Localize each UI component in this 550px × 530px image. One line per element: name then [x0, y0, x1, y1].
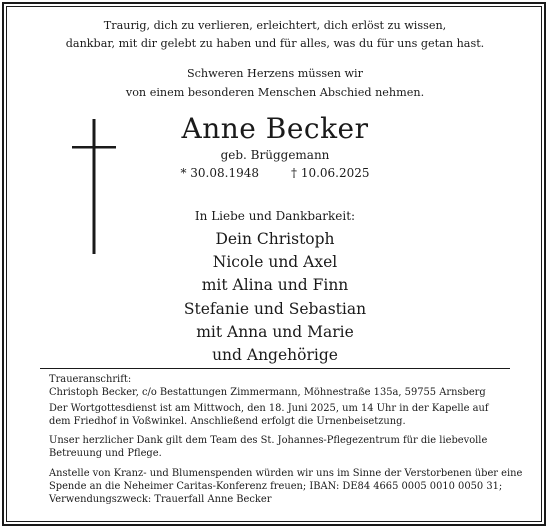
- farewell-line-1: Schweren Herzens müssen wir: [187, 67, 363, 80]
- service-line-1: Der Wortgottesdienst ist am Mittwoch, den 18. Juni 2025, um 14 Uhr in der Kapelle auf: [49, 403, 489, 415]
- donation-line-1: Anstelle von Kranz- und Blumenspenden würden wir uns im Sinne der Verstorbenen über eine: [49, 467, 523, 479]
- deceased-name: Anne Becker: [181, 112, 369, 145]
- address-label: Traueranschrift:: [49, 374, 132, 385]
- mourner-name: mit Anna und Marie: [196, 322, 354, 341]
- donation-line-2: Spende an die Neheimer Caritas-Konferenz freuen; IBAN: DE84 4665 0005 0010 0050 31;: [49, 480, 503, 492]
- service-line-2: dem Friedhof in Voßwinkel. Anschließend erfolgt die Urnenbeisetzung.: [49, 416, 406, 428]
- farewell-line-2: von einem besonderen Menschen Abschied nehmen.: [125, 86, 425, 99]
- farewell-text: [0, 64, 550, 102]
- thanks-line-2: Betreuung und Pflege.: [49, 448, 162, 460]
- death-date: † 10.06.2025: [291, 166, 370, 180]
- donation-line-3: Verwendungszweck: Trauerfall Anne Becker: [49, 493, 272, 505]
- section-divider: [40, 368, 510, 369]
- thanks-line-1: Unser herzlicher Dank gilt dem Team des St. Johannes-Pflegezentrum für die liebevolle: [49, 435, 488, 447]
- intro-verse: [0, 17, 550, 53]
- life-dates: [0, 164, 550, 182]
- mourner-name: Stefanie und Sebastian: [183, 299, 367, 318]
- mourners-intro: In Liebe und Dankbarkeit:: [194, 209, 356, 223]
- intro-line-1: Traurig, dich zu verlieren, erleichtert, dich erlöst zu wissen,: [103, 19, 447, 32]
- mourners-list: [0, 228, 550, 367]
- intro-line-2: dankbar, mit dir gelebt zu haben und für alles, was du für uns getan hast.: [65, 37, 485, 50]
- mourner-name: Dein Christoph: [215, 230, 335, 248]
- address-text: Christoph Becker, c/o Bestattungen Zimmermann, Möhnestraße 135a, 59755 Arnsberg: [49, 387, 486, 399]
- birth-name: geb. Brüggemann: [220, 148, 330, 162]
- mourner-name: Nicole und Axel: [212, 253, 338, 272]
- birth-date: * 30.08.1948: [180, 166, 259, 180]
- mourner-name: und Angehörige: [212, 346, 338, 365]
- details-block: [49, 373, 523, 506]
- mourner-name: mit Alina und Finn: [201, 276, 349, 295]
